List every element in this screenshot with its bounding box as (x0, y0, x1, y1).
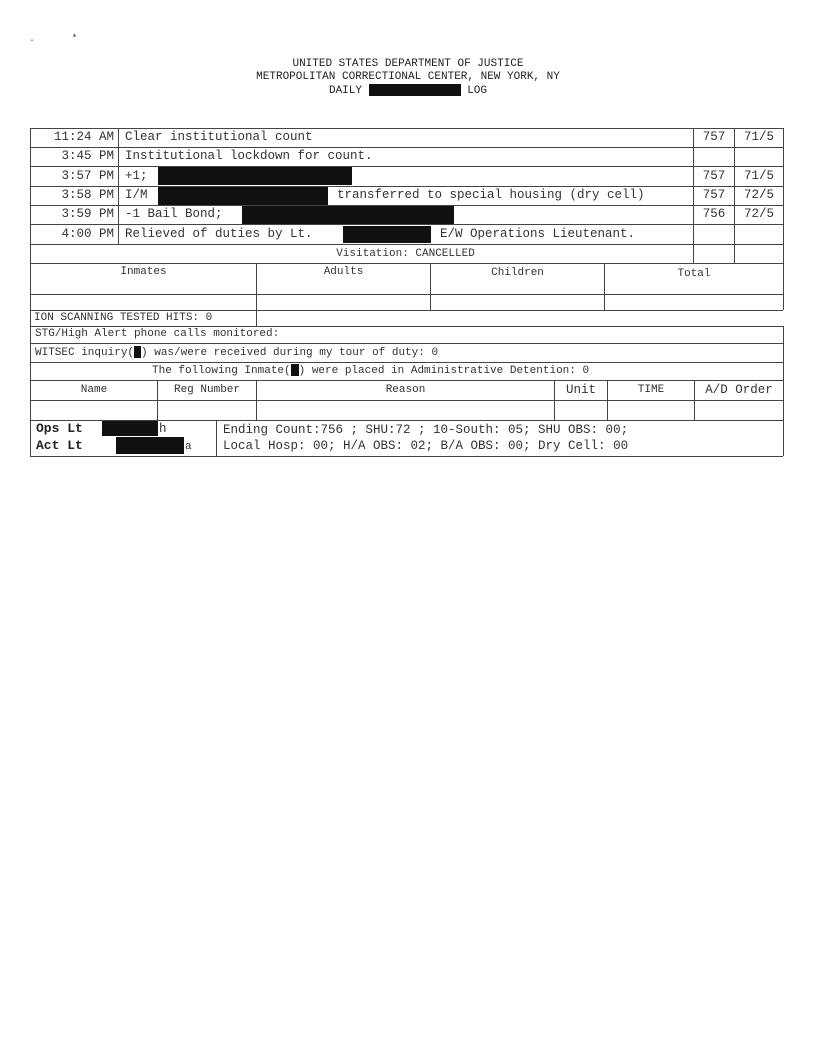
admin-post: ) were placed in Administrative Detention: 0 (298, 365, 590, 377)
redaction-block (116, 437, 184, 454)
col-ad-order: A/D Order (705, 383, 773, 397)
log-text: +1; (125, 169, 148, 183)
redaction-block (102, 421, 158, 436)
act-lt-label: Act Lt (36, 438, 83, 453)
act-lt-trail: a (185, 441, 192, 453)
scan-speck: ▴ (72, 31, 77, 40)
redaction-block (242, 206, 454, 224)
log-text: Institutional lockdown for count. (125, 149, 373, 163)
log-text-post: transferred to special housing (dry cell) (337, 188, 645, 202)
col-inmates: Inmates (120, 266, 167, 278)
log-time: 3:59 PM (61, 207, 114, 221)
admin-detention-line (152, 364, 772, 378)
log-text-pre: I/M (125, 188, 148, 202)
col-name: Name (80, 384, 108, 396)
header-department: UNITED STATES DEPARTMENT OF JUSTICE (292, 58, 524, 70)
witsec-pre: WITSEC inquiry( (35, 347, 135, 359)
visitation-status: Visitation: CANCELLED (336, 248, 475, 260)
log-text: -1 Bail Bond; (125, 207, 223, 221)
col-time: TIME (637, 384, 665, 396)
col-reason: Reason (385, 384, 426, 396)
log-text-post: E/W Operations Lieutenant. (440, 227, 636, 241)
log-time: 3:57 PM (61, 169, 114, 183)
log-count: 757 (702, 188, 726, 202)
header-log-title (0, 84, 816, 98)
ending-count-line1: Ending Count:756 ; SHU:72 ; 10-South: 05; SHU OBS: 00; (223, 423, 629, 437)
header-log: LOG (467, 84, 488, 97)
col-children: Children (491, 267, 544, 279)
header-facility: METROPOLITAN CORRECTIONAL CENTER, NEW YORK, NY (256, 71, 560, 83)
col-unit: Unit (565, 383, 596, 397)
redaction-block (343, 226, 431, 243)
col-adults: Adults (323, 266, 364, 278)
header-daily: DAILY (328, 84, 362, 97)
scan-speck: . (29, 34, 36, 45)
redaction-block (158, 187, 328, 205)
ops-lt-label: Ops Lt (36, 421, 83, 436)
log-count: 757 (702, 169, 726, 183)
log-text-pre: Relieved of duties by Lt. (125, 227, 313, 241)
redaction-block (134, 346, 141, 358)
log-time: 11:24 AM (53, 130, 114, 144)
log-text: Clear institutional count (125, 130, 313, 144)
redaction-block (369, 84, 461, 96)
log-shu: 72/5 (743, 188, 774, 202)
log-count: 756 (702, 207, 726, 221)
ops-lt-trail: h (159, 422, 167, 436)
stg-monitor: STG/High Alert phone calls monitored: (35, 328, 280, 340)
redaction-block (291, 364, 299, 376)
log-shu: 71/5 (743, 169, 774, 183)
col-reg-number: Reg Number (173, 384, 240, 396)
log-time: 3:58 PM (61, 188, 114, 202)
log-time: 4:00 PM (61, 227, 114, 241)
col-total: Total (677, 268, 711, 280)
redaction-block (158, 167, 352, 185)
log-shu: 72/5 (743, 207, 774, 221)
admin-pre: The following Inmate( (152, 365, 291, 377)
ending-count-line2: Local Hosp: 00; H/A OBS: 02; B/A OBS: 00; Dry Cell: 00 (223, 439, 629, 453)
witsec-post: ) was/were received during my tour of duty: 0 (141, 347, 439, 359)
log-shu: 71/5 (743, 130, 774, 144)
ion-scanning: ION SCANNING TESTED HITS: 0 (34, 312, 213, 324)
document-header (0, 58, 816, 98)
witsec-line (35, 346, 775, 360)
log-count: 757 (702, 130, 726, 144)
log-time: 3:45 PM (61, 149, 114, 163)
